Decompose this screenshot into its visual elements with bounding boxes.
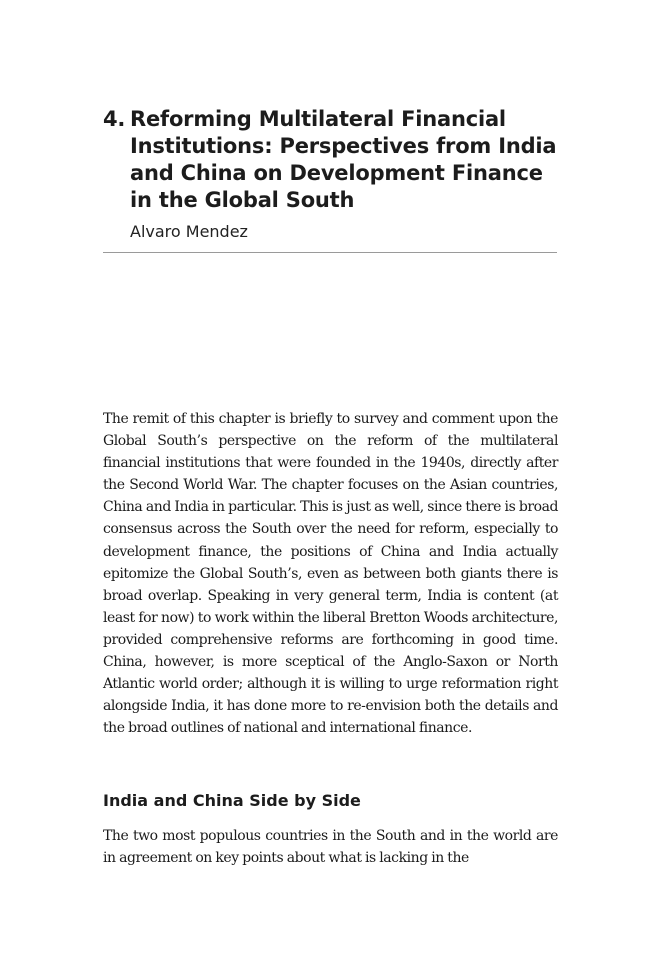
chapter-title-text: Reforming Multilateral Financial Institutions: Perspectives from India and China on Development Finance in the Global South (130, 107, 557, 212)
title-divider (103, 252, 557, 253)
chapter-title (103, 106, 557, 214)
section-heading: India and China Side by Side (103, 791, 361, 810)
body-paragraph: The two most populous countries in the South and in the world are in agreement on key points about what is lacking in the (103, 828, 558, 867)
body-paragraph: The remit of this chapter is briefly to survey and comment upon the Global South’s perspective on the reform of the multilateral financial institutions that were founded in the 1940s, directly after the Second World War. The chapter focuses on the Asian countries, China and India in particular. This is just as well, since there is broad consensus across the South over the need for reform, especially to development finance, the positions of China and India actually epitomize the Global South’s, even as between both giants there is broad overlap. Speaking in very general term, India is content (at least for now) to work within the liberal Bretton Woods architecture, provided comprehensive reforms are forthcoming in good time. China, however, is more sceptical of the Anglo-Saxon or North Atlantic world order; although it is willing to urge reformation right alongside India, it has done more to re-envision both the details and the broad outlines of national and international finance. (103, 411, 558, 737)
chapter-header (103, 106, 557, 242)
chapter-number: 4. (103, 107, 126, 131)
chapter-author: Alvaro Mendez (130, 222, 248, 241)
